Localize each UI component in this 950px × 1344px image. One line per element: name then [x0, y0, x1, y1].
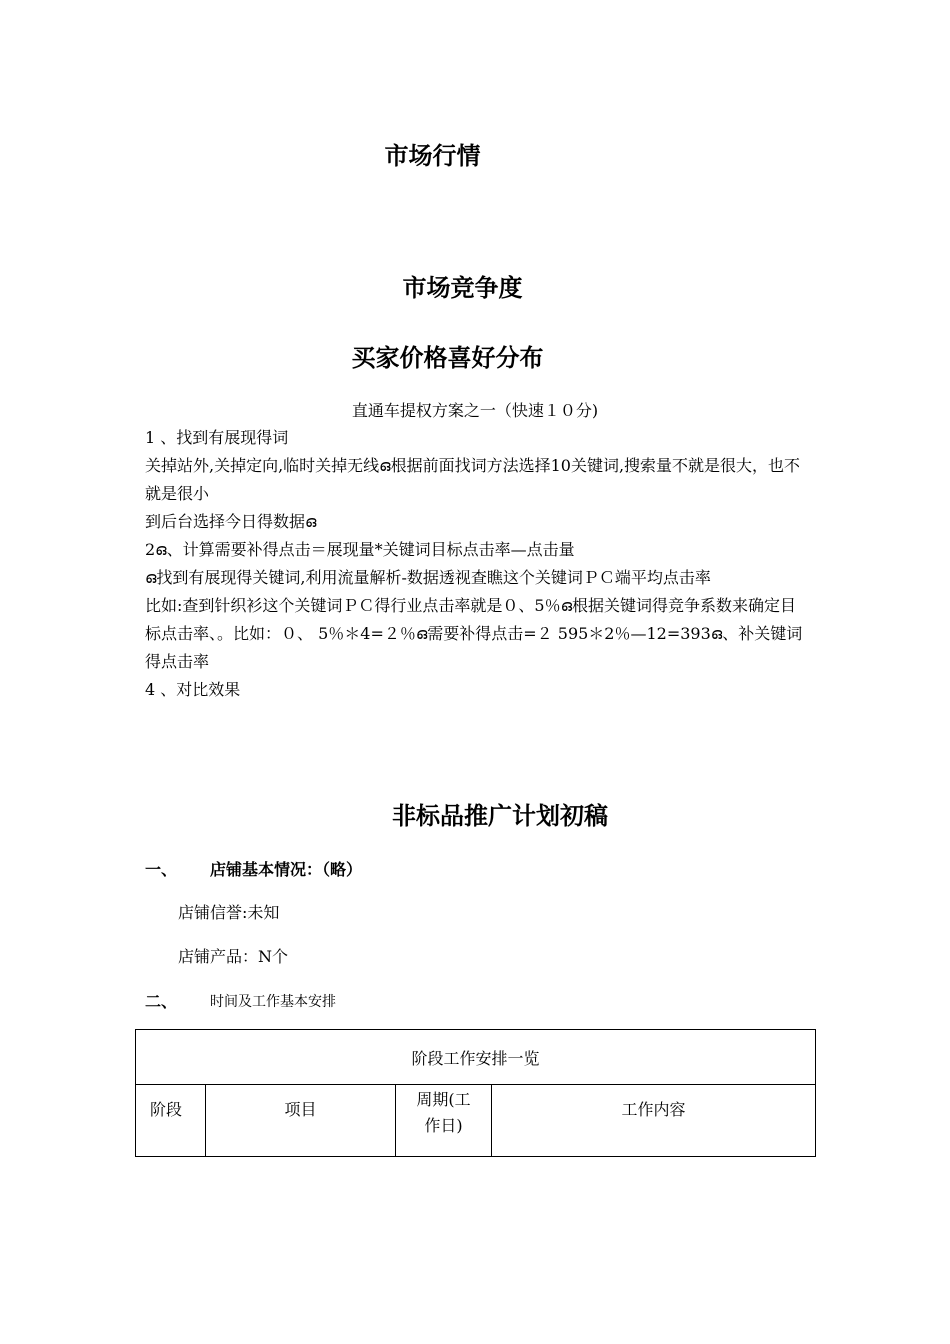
table-caption-row	[136, 1030, 816, 1085]
table-header-row	[136, 1085, 816, 1157]
body-line: 1 、找到有展现得词	[145, 428, 289, 447]
section-1-number: 一、	[145, 860, 178, 879]
header-cycle-line1: 周期(工	[416, 1090, 471, 1109]
heading-market: 市场行情	[384, 142, 481, 170]
heading-plan: 非标品推广计划初稿	[392, 802, 608, 830]
body-text	[145, 424, 810, 704]
section-1-title: 店铺基本情况：（略）	[210, 860, 363, 879]
body-line: 2ഒ、计算需要补得点击＝展现量*关键词目标点击率—点击量	[145, 540, 575, 559]
work-schedule-table	[135, 1029, 816, 1157]
heading-price-preference: 买家价格喜好分布	[351, 344, 544, 372]
header-content: 工作内容	[492, 1085, 816, 1157]
section-2-heading	[145, 989, 336, 1012]
section-2-title: 时间及工作基本安排	[210, 993, 336, 1010]
subtitle: 直通车提权方案之一（快速１０分)	[351, 401, 599, 420]
body-line: ഒ找到有展现得关键词,利用流量解析-数据透视查瞧这个关键词ＰＣ端平均点击率	[145, 568, 711, 587]
header-cycle	[396, 1085, 492, 1157]
header-cycle-line2: 作日)	[424, 1116, 463, 1135]
header-item: 项目	[206, 1085, 396, 1157]
table-caption: 阶段工作安排一览	[136, 1030, 816, 1085]
shop-products: 店铺产品：N个	[178, 947, 289, 966]
shop-reputation: 店铺信誉:未知	[178, 903, 280, 922]
section-2-number: 二、	[145, 992, 178, 1011]
body-line: 到后台选择今日得数据ഒ	[145, 512, 317, 531]
body-line: 4 、对比效果	[145, 680, 241, 699]
header-stage: 阶段	[136, 1085, 206, 1157]
section-1-heading	[145, 857, 362, 880]
body-line: 比如:查到针织衫这个关键词ＰＣ得行业点击率就是０、5％ഒ根据关键词得竞争系数来确定目标点击率、。比如：０、 5％＊4=２％ഒ需要补得点击=２ 595＊2％—12=393ഒ、补关键词得点击率	[145, 596, 803, 671]
body-line: 关掉站外,关掉定向,临时关掉无线ഒ根据前面找词方法选择10关键词,搜索量不就是很大，也不就是很小	[145, 456, 801, 503]
heading-competition: 市场竞争度	[402, 274, 523, 302]
